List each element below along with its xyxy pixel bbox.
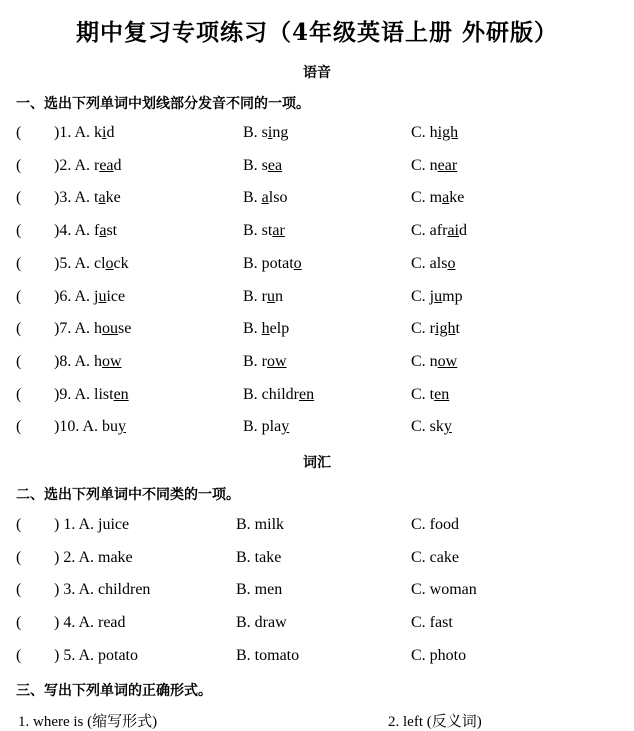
answer-blank: ( <box>16 189 22 207</box>
option-c: C. food <box>411 516 459 533</box>
phonics-question-row <box>0 255 634 279</box>
option-b: B. sea <box>243 156 283 174</box>
option-b: B. also <box>243 189 288 207</box>
option-a: )8. A. how <box>54 352 122 370</box>
option-a: ) 5. A. potato <box>54 646 138 664</box>
option-a: )10. A. buy <box>54 418 126 436</box>
option-c: C. photo <box>411 646 467 664</box>
answer-blank: ( <box>16 548 22 566</box>
phonics-question-row <box>0 124 634 148</box>
option-b: B. star <box>243 222 285 240</box>
option-b: B. draw <box>236 614 287 632</box>
option-b: B. milk <box>236 516 285 533</box>
option-a: )7. A. house <box>54 320 132 338</box>
answer-blank: ( <box>16 581 22 599</box>
answer-blank: ( <box>16 385 22 403</box>
vocab-question-row <box>0 581 634 605</box>
option-a: )9. A. listen <box>54 385 129 403</box>
vocab-heading: 词汇 <box>303 455 331 471</box>
phonics-question-row <box>0 386 634 410</box>
answer-blank: ( <box>16 320 22 338</box>
option-c: C. fast <box>411 614 453 632</box>
option-c: C. near <box>411 156 458 174</box>
option-c: C. afraid <box>411 222 467 240</box>
option-c: C. right <box>411 320 460 338</box>
option-c: C. also <box>411 254 456 272</box>
answer-blank: ( <box>16 156 22 174</box>
forms-instruction: 三、写出下列单词的正确形式。 <box>16 683 212 699</box>
option-b: B. sing <box>243 124 289 141</box>
forms-item-1: 1. where is (缩写形式) <box>18 714 158 730</box>
option-b: B. tomato <box>236 646 300 664</box>
option-a: ) 2. A. make <box>54 548 133 566</box>
option-b: B. men <box>236 581 283 599</box>
answer-blank: ( <box>16 287 22 305</box>
phonics-question-row <box>0 418 634 442</box>
phonics-question-row <box>0 353 634 377</box>
option-c: C. now <box>411 352 458 370</box>
phonics-instruction: 一、选出下列单词中划线部分发音不同的一项。 <box>16 96 310 112</box>
answer-blank: ( <box>16 418 22 436</box>
option-a: )1. A. kid <box>54 124 115 141</box>
option-b: B. play <box>243 418 290 436</box>
option-c: C. jump <box>411 287 463 305</box>
answer-blank: ( <box>16 516 22 533</box>
option-a: ) 4. A. read <box>54 614 126 632</box>
phonics-question-row <box>0 157 634 181</box>
option-b: B. children <box>243 385 315 403</box>
option-b: B. run <box>243 287 283 305</box>
option-a: ) 1. A. juice <box>54 516 130 533</box>
forms-item-2: 2. left (反义词) <box>388 714 482 730</box>
phonics-question-row <box>0 222 634 246</box>
phonics-question-row <box>0 288 634 312</box>
option-c: C. cake <box>411 548 459 566</box>
vocab-instruction: 二、选出下列单词中不同类的一项。 <box>16 487 240 503</box>
answer-blank: ( <box>16 222 22 240</box>
option-b: B. potato <box>243 254 302 272</box>
option-c: C. woman <box>411 581 477 599</box>
phonics-question-row <box>0 189 634 213</box>
option-a: )3. A. take <box>54 189 121 207</box>
option-a: )4. A. fast <box>54 222 118 240</box>
vocab-question-row <box>0 614 634 638</box>
vocab-question-row <box>0 549 634 573</box>
answer-blank: ( <box>16 124 22 141</box>
answer-blank: ( <box>16 254 22 272</box>
option-a: )6. A. juice <box>54 287 126 305</box>
option-a: ) 3. A. children <box>54 581 151 599</box>
vocab-question-row <box>0 516 634 540</box>
vocab-question-row <box>0 647 634 671</box>
answer-blank: ( <box>16 352 22 370</box>
option-c: C. make <box>411 189 465 207</box>
phonics-question-row <box>0 320 634 344</box>
option-c: C. high <box>411 124 459 141</box>
option-a: )5. A. clock <box>54 254 129 272</box>
option-c: C. sky <box>411 418 452 436</box>
option-b: B. row <box>243 352 287 370</box>
answer-blank: ( <box>16 614 22 632</box>
option-a: )2. A. read <box>54 156 122 174</box>
page-title: 期中复习专项练习（4年级英语上册 外研版） <box>75 19 558 46</box>
option-c: C. ten <box>411 385 450 403</box>
option-b: B. help <box>243 320 290 338</box>
phonics-heading: 语音 <box>303 65 331 81</box>
option-b: B. take <box>236 548 282 566</box>
answer-blank: ( <box>16 646 22 664</box>
